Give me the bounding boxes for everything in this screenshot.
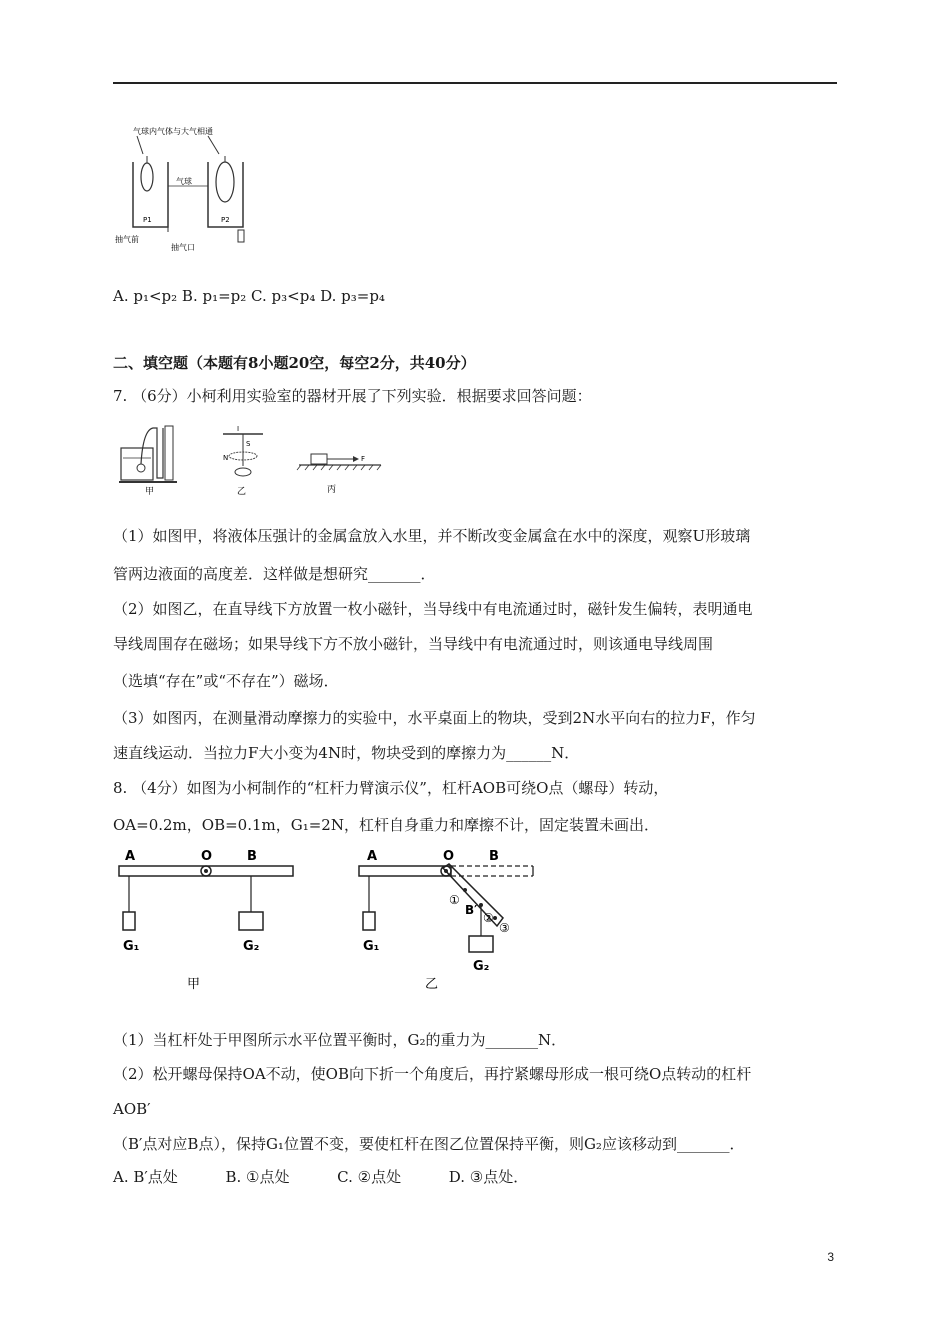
annotation-balloon-air: 气球内气体与大气相通 xyxy=(133,127,213,136)
lever-yi-label-O: O xyxy=(443,849,455,864)
q7-part3-line1: （3）如图丙，在测量滑动摩擦力的实验中，水平桌面上的物块，受到2N水平向右的拉力F，作匀 xyxy=(113,709,756,727)
fig-label-bing: 丙 xyxy=(327,485,337,495)
section-heading: 二、填空题（本题有8小题20空，每空2分，共40分） xyxy=(113,354,476,372)
lever-yi-caption: 乙 xyxy=(425,977,439,992)
lever-yi-point-2: ② xyxy=(483,911,494,925)
q7-part2-line3: （选填“存在”或“不存在”）磁场． xyxy=(113,672,339,690)
lever-jia-label-B: B xyxy=(247,849,257,864)
lever-yi-label-G1: G₁ xyxy=(363,939,380,954)
q7-part2-line1: （2）如图乙，在直导线下方放置一枚小磁针，当导线中有电流通过时，磁针发生偏转，表明通电 xyxy=(113,600,753,618)
label-outlet: 抽气口 xyxy=(171,243,195,252)
fig-label-I: I xyxy=(237,425,240,433)
page-number: 3 xyxy=(827,1250,834,1264)
lever-jia-label-O: O xyxy=(201,849,213,864)
fig-label-jia: 甲 xyxy=(145,487,155,497)
q8-options: A. B′点处 B. ①点处 C. ②点处 D. ③点处． xyxy=(113,1168,529,1186)
lever-jia-label-A: A xyxy=(125,849,136,864)
q7-part3-line2: 速直线运动．当拉力F大小变为4N时，物块受到的摩擦力为______N． xyxy=(113,744,580,762)
label-p1: P1 xyxy=(143,216,152,224)
lever-yi-label-Bprime: B′ xyxy=(465,903,478,917)
label-balloon: 气球 xyxy=(176,177,192,186)
lever-yi-label-G2: G₂ xyxy=(473,959,490,974)
lever-jia-label-G2: G₂ xyxy=(243,939,260,954)
fig-label-S: S xyxy=(246,440,251,448)
q7-stem: 7. （6分）小柯利用实验室的器材开展了下列实验．根据要求回答问题： xyxy=(113,387,592,405)
q8-part2-line2: AOB′ xyxy=(113,1100,151,1118)
q7-figures xyxy=(113,420,393,498)
lever-yi-label-B: B xyxy=(489,849,499,864)
balloon-apparatus-figure xyxy=(113,122,263,252)
q8-part2-line3: （B′点对应B点），保持G₁位置不变，要使杠杆在图乙位置保持平衡，则G₂应该移动到_______． xyxy=(113,1135,745,1153)
q8-part2-line1: （2）松开螺母保持OA不动，使OB向下折一个角度后，再拧紧螺母形成一根可绕O点转动的杠杆 xyxy=(113,1065,752,1083)
q8-lever-figures xyxy=(113,842,543,994)
lever-yi-point-3: ③ xyxy=(499,921,510,935)
lever-yi-label-A: A xyxy=(367,849,378,864)
header-rule xyxy=(113,82,837,84)
q8-part1: （1）当杠杆处于甲图所示水平位置平衡时，G₂的重力为_______N． xyxy=(113,1031,567,1049)
fig-label-F: F xyxy=(361,455,366,463)
label-p2: P2 xyxy=(221,216,230,224)
q8-stem-line1: 8. （4分）如图为小柯制作的“杠杆力臂演示仪”，杠杆AOB可绕O点（螺母）转动， xyxy=(113,779,669,797)
lever-jia-label-G1: G₁ xyxy=(123,939,140,954)
fig-label-N: N xyxy=(223,454,229,462)
label-before-pump: 抽气前 xyxy=(115,235,139,244)
q7-part2-line2: 导线周围存在磁场；如果导线下方不放小磁针，当导线中有电流通过时，则该通电导线周围 xyxy=(113,635,714,653)
lever-jia-caption: 甲 xyxy=(187,977,201,992)
fig-label-yi: 乙 xyxy=(237,487,247,497)
q6-options: A. p₁<p₂ B. p₁=p₂ C. p₃<p₄ D. p₃=p₄ xyxy=(113,287,385,305)
q7-part1-line1: （1）如图甲，将液体压强计的金属盒放入水里，并不断改变金属盒在水中的深度，观察U形玻璃 xyxy=(113,527,751,545)
lever-yi-point-1: ① xyxy=(449,893,460,907)
q8-stem-line2: OA=0.2m，OB=0.1m，G₁=2N，杠杆自身重力和摩擦不计，固定装置未画出． xyxy=(113,816,659,834)
q7-part1-line2: 管两边液面的高度差．这样做是想研究_______． xyxy=(113,565,436,583)
